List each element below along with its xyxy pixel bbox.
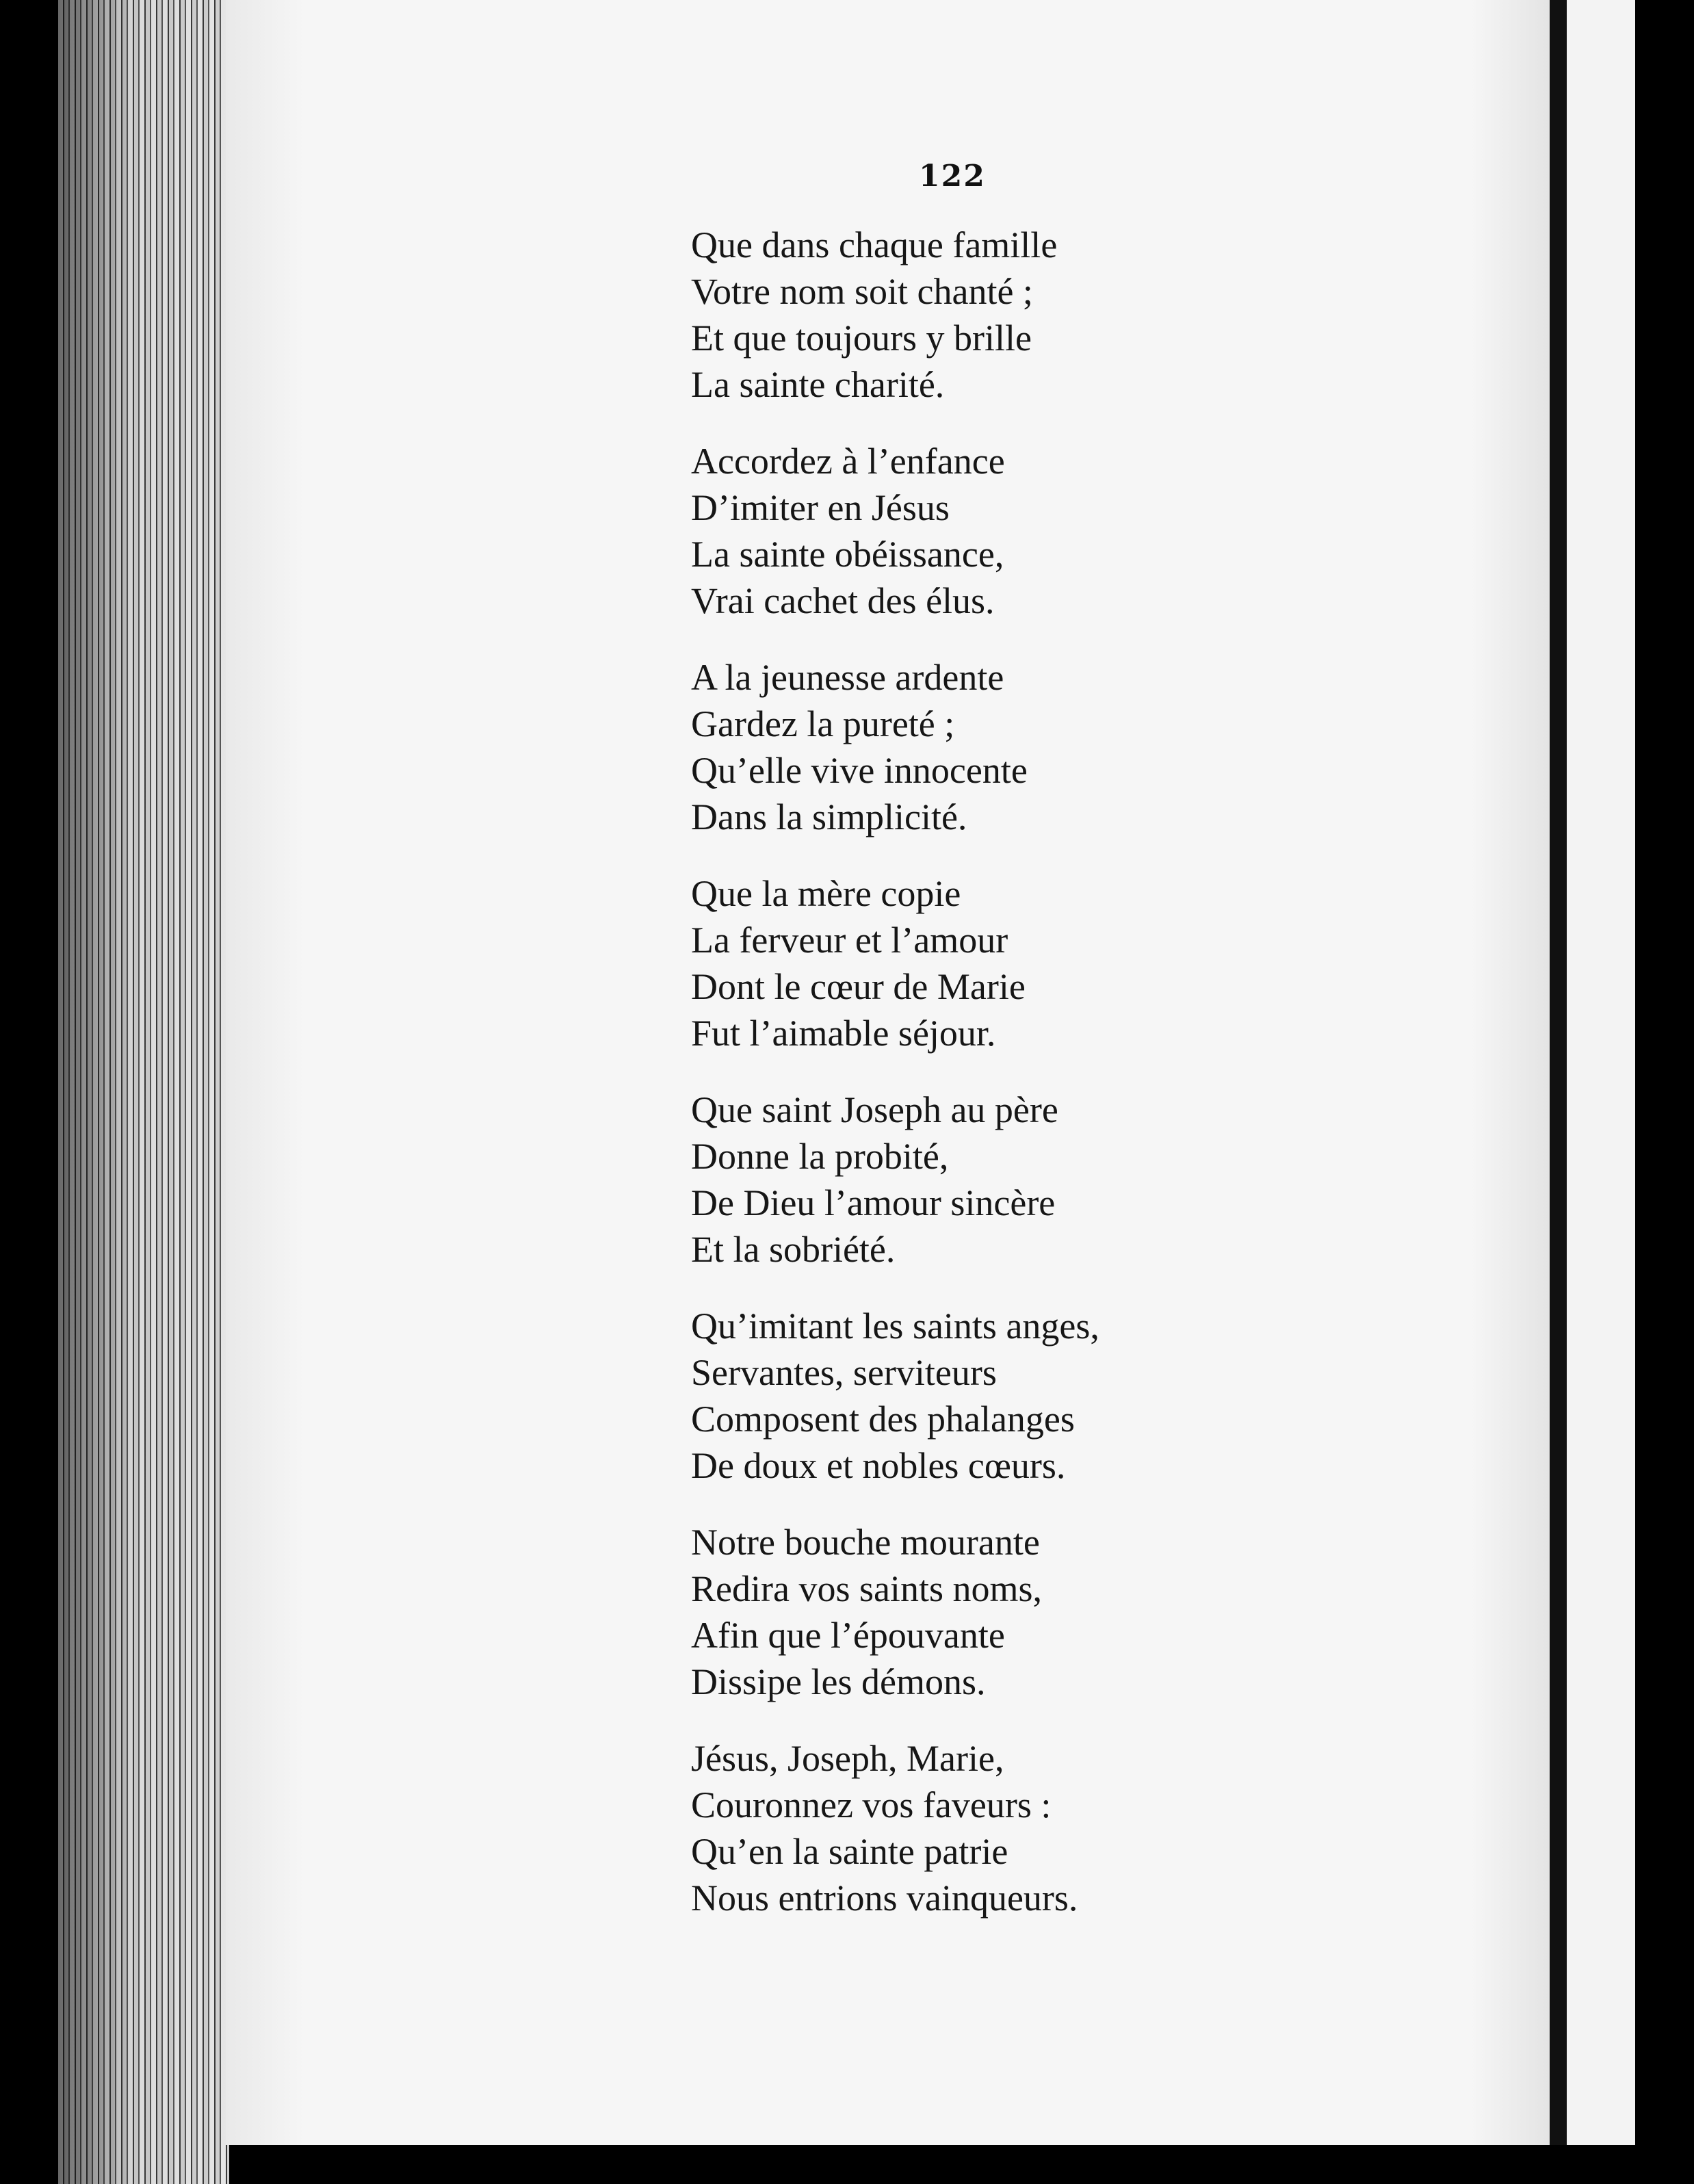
verse-line: Que saint Joseph au père [691,1089,1058,1130]
verse-line: Fut l’aimable séjour. [691,1013,996,1054]
verse-line: Que dans chaque famille [691,224,1058,265]
verse-line: A la jeunesse ardente [691,657,1004,698]
verse-line: Afin que l’épouvante [691,1615,1005,1656]
verse-line: Accordez à l’enfance [691,441,1005,482]
stanza [691,222,1211,408]
verse-line: De Dieu l’amour sincère [691,1182,1056,1223]
page-number: 122 [919,159,986,194]
verse-line: Qu’en la sainte patrie [691,1831,1008,1872]
stanza [691,438,1211,624]
stanza [691,654,1211,840]
verse-line: Notre bouche mourante [691,1522,1040,1563]
verse-line: Gardez la pureté ; [691,703,955,744]
verse-line: La ferveur et l’amour [691,920,1008,961]
verse-line: La sainte charité. [691,364,945,405]
verse-line: Qu’elle vive innocente [691,750,1028,791]
verse-line: Couronnez vos faveurs : [691,1784,1052,1825]
stanza [691,1303,1211,1489]
verse-line: Que la mère copie [691,873,961,914]
verse-line: Dissipe les démons. [691,1661,986,1702]
page-edges-shadow [58,0,229,2184]
verse-line: Dans la simplicité. [691,796,967,837]
verse-line: Dont le cœur de Marie [691,966,1026,1007]
verse-line: Composent des phalanges [691,1399,1075,1440]
verse-line: Vrai cachet des élus. [691,580,995,621]
stanza [691,1735,1211,1921]
verse-line: De doux et nobles cœurs. [691,1445,1066,1486]
stanza [691,1519,1211,1705]
facing-page-edge [1567,0,1635,2145]
verse-line: Qu’imitant les saints anges, [691,1305,1099,1347]
verse-line: Nous entrions vainqueurs. [691,1877,1078,1919]
verse-line: Servantes, serviteurs [691,1352,997,1393]
stanza [691,870,1211,1056]
verse-line: Redira vos saints noms, [691,1568,1042,1609]
verse-line: D’imiter en Jésus [691,487,950,528]
verse-line: La sainte obéissance, [691,534,1004,575]
verse-line: Donne la probité, [691,1136,949,1177]
stanza [691,1087,1211,1273]
verse-line: Votre nom soit chanté ; [691,271,1033,312]
verse-line: Et la sobriété. [691,1229,896,1270]
verse-line: Jésus, Joseph, Marie, [691,1738,1004,1779]
book-gutter [1550,0,1567,2145]
verse-line: Et que toujours y brille [691,317,1032,359]
poem [691,222,1211,1951]
